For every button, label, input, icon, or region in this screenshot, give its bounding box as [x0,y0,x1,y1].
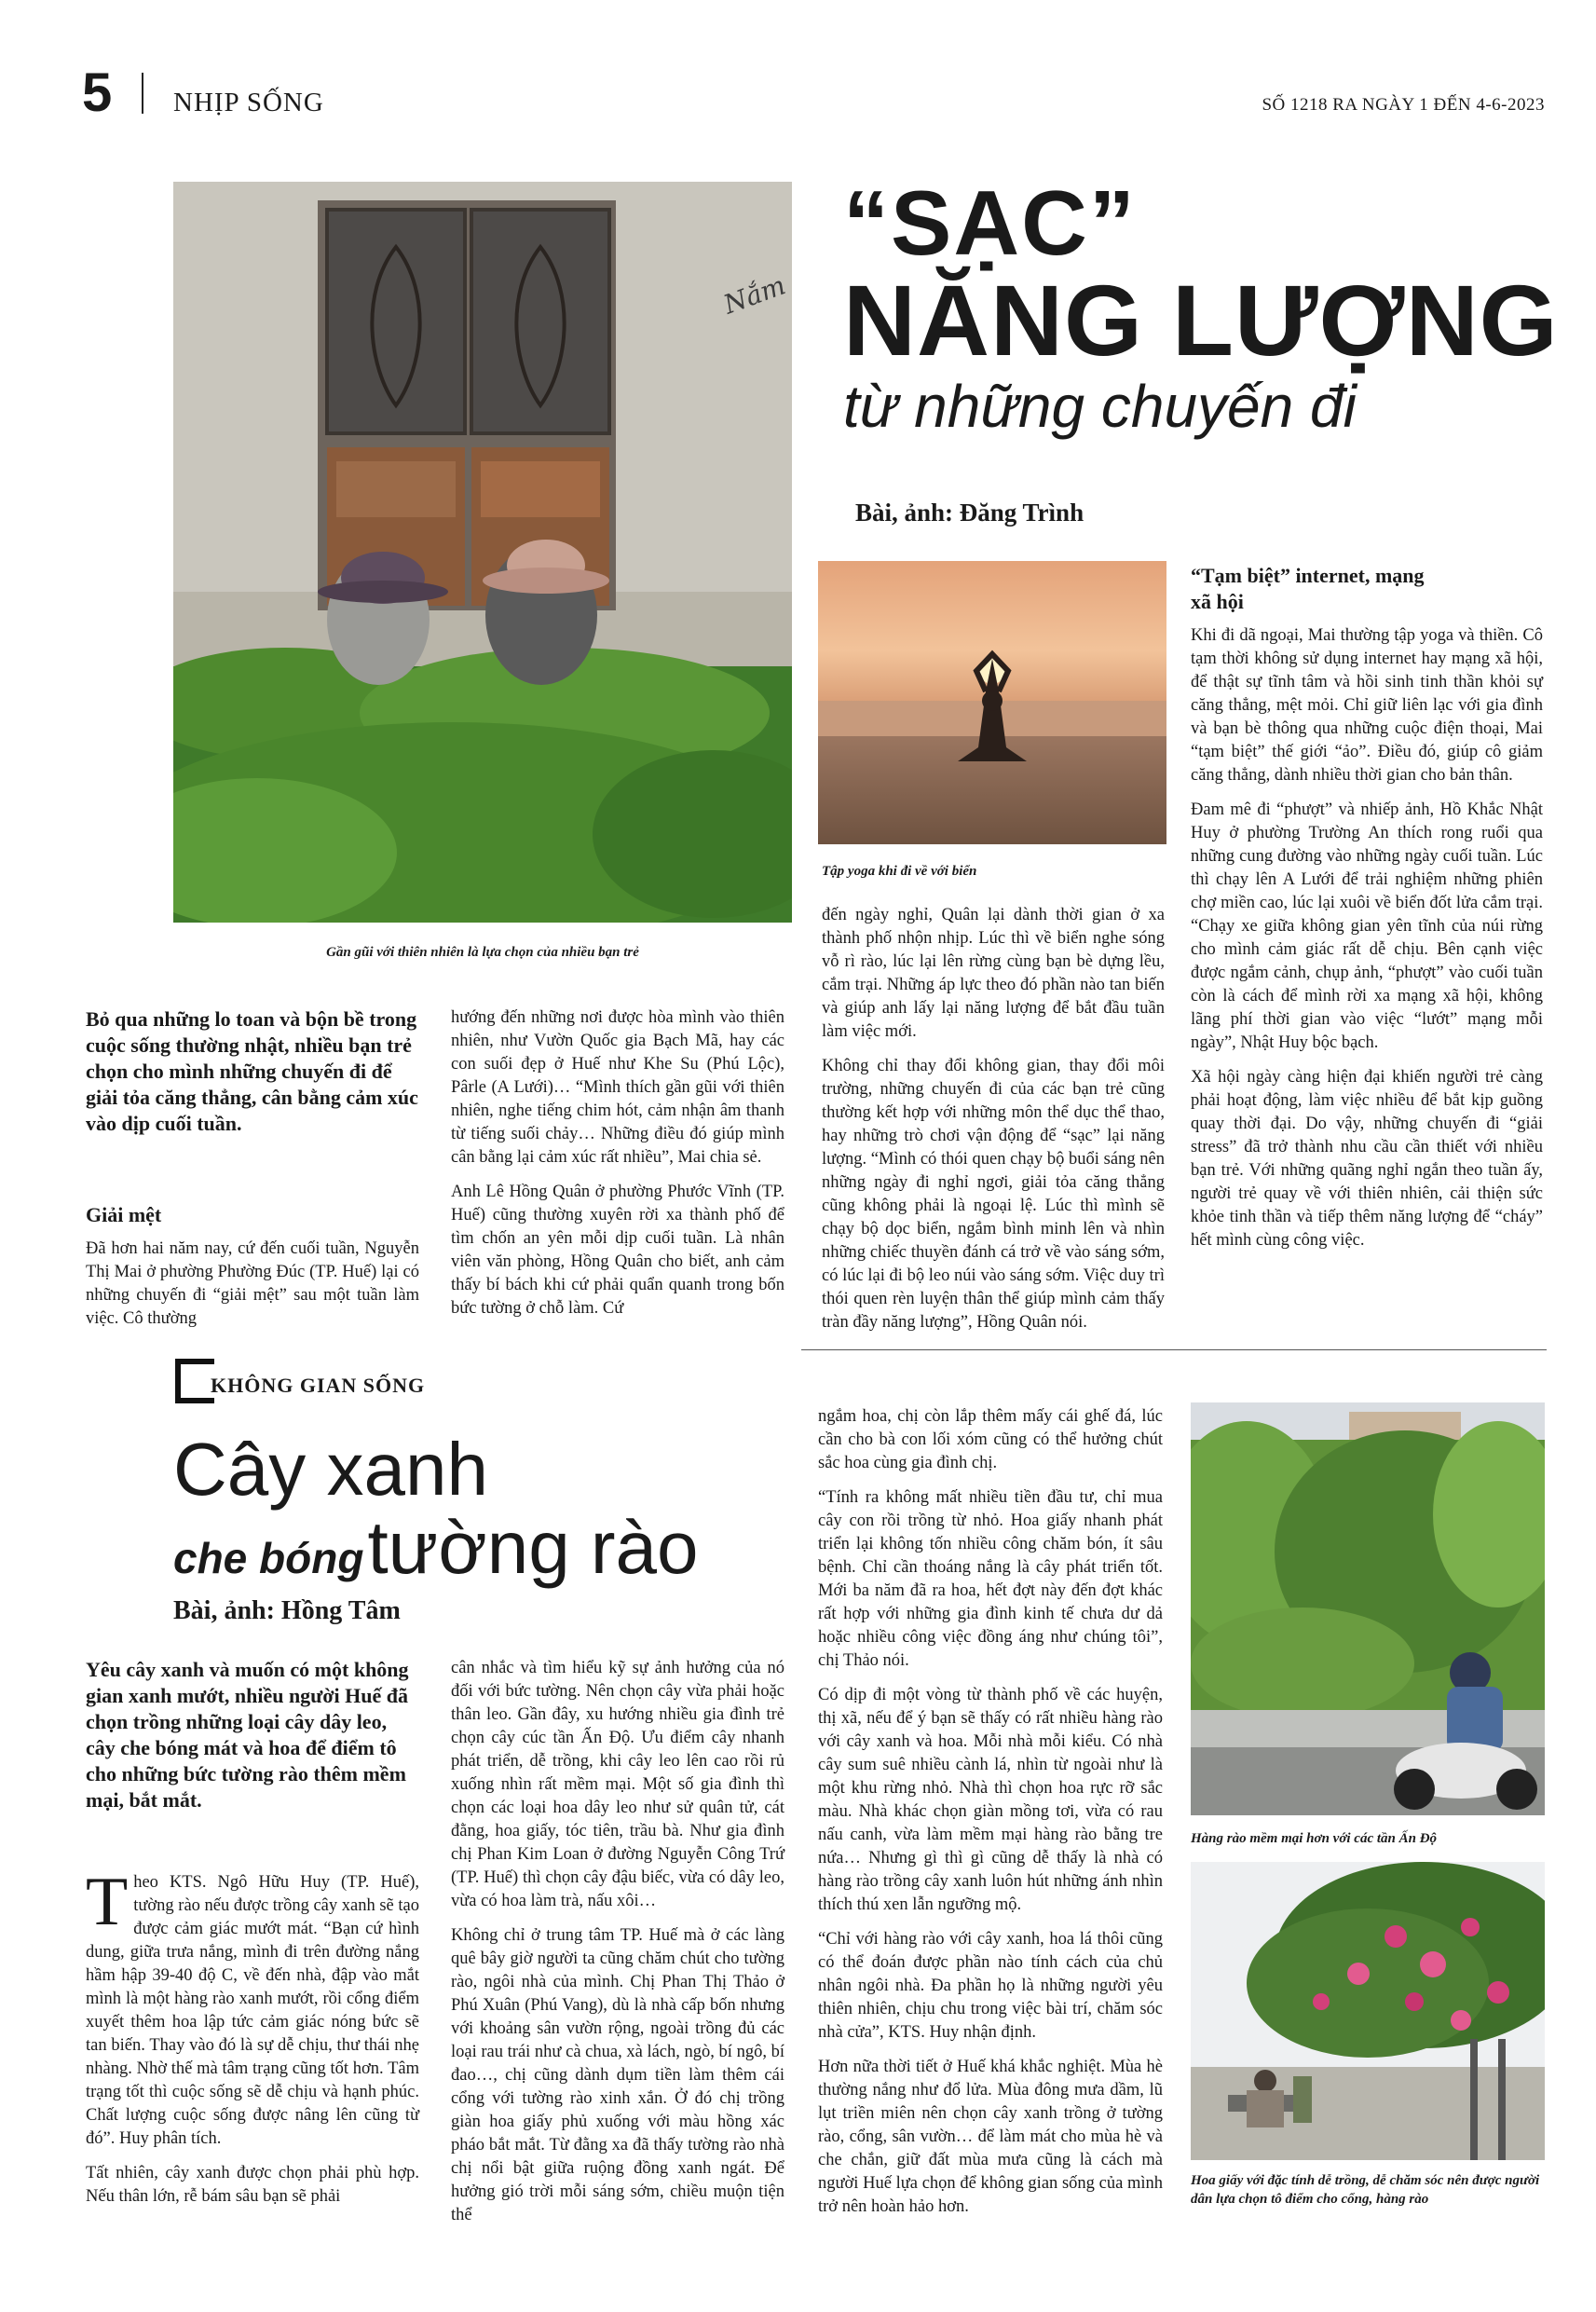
article-title [843,171,1570,440]
article1-column-2 [451,1006,784,1332]
title-line-1: “SẠC” [843,171,1137,274]
photo-caption-bougainvillea: Hoa giấy với đặc tính dễ trồng, dễ chăm sóc nên được người dân lựa chọn tô điểm cho cổng, hàng rào [1191,2173,1540,2207]
title-line-2 [173,1506,844,1608]
article2-column-3 [818,1405,1163,2230]
article1-column-4 [1191,563,1543,1264]
photo-yoga-beach [818,561,1166,844]
article2-byline: Bài, ảnh: Hồng Tâm [173,1596,401,1625]
article2-column-2 [451,1657,784,2238]
paragraph: Khi đi dã ngoại, Mai thường tập yoga và thiền. Cô tạm thời không sử dụng internet hay mạng xã hội, để thật sự tĩnh tâm và hồi sinh tinh thần khỏi sự căng thẳng, mệt mỏi. Chỉ giữ liên lạc với gia đình và bạn bè thông qua những cuộc điện thoại, Mai “tạm biệt” thế giới “ảo”. Điều đó, giúp cô giảm căng thẳng, dành nhiều thời gian cho bản thân. [1191,626,1543,785]
section-tag-box [175,1359,214,1403]
paragraph: Không chỉ thay đổi không gian, thay đổi môi trường, những chuyến đi của các bạn trẻ cũng thường kết hợp với những môn thể dục thể thao, hay những trò chơi vận động để “sạc” lại năng lượng. “Mình có thói quen chạy bộ buổi sáng nên những ngày đi nghỉ ngơi, giải tỏa căng thẳng cũng không phải là ngoại lệ. Lúc thì mình sẽ chạy bộ dọc biển, ngắm bình minh lên và nhìn những chiếc thuyền đánh cá trở về vào sáng sớm, có lúc lại đi bộ leo núi vào sáng sớm. Việc duy trì thói quen rèn luyện thân thể giúp mình cảm thấy tràn đầy năng lượng”, Hồng Quân nói. [822,1057,1165,1332]
paragraph: Hơn nữa thời tiết ở Huế khá khắc nghiệt. Mùa hè thường nắng như đổ lửa. Mùa đông mưa dầm, lũ lụt triền miên nên chọn cây xanh trồng ở tường rào, cổng, sân vườn… để làm mát cho mùa hè và che chắn, giữ đất mùa mưa cũng là cách mà người Huế lựa chọn để không gian sống của mình trở nên hoàn hảo hơn. [818,2058,1163,2216]
article2-lead: Yêu cây xanh và muốn có một không gian xanh mướt, nhiều người Huế đã chọn trồng những loại cây dây leo, cây che bóng mát và hoa để điểm tô cho những bức tường rào thêm mềm mại, bắt mắt. [86,1658,409,1812]
paragraph-text: heo KTS. Ngô Hữu Huy (TP. Huế), tường rào nếu được trồng cây xanh sẽ tạo được cảm giác mướt mát. “Bạn cứ hình dung, giữa trưa nắng, mình đi trên đường nắng hầm hập 39-40 độ C, về đến nhà, đập vào mắt mình là một hàng rào xanh mướt, rồi cổng điểm xuyết thêm hoa lập tức cảm giác nóng bức sẽ tan biến. Thay vào đó là sự dễ chịu, thư thái nhẹ nhàng. Nhờ thế mà tâm trạng cũng tốt hơn. Tâm trạng tốt thì cuộc sống sẽ dễ chịu và hạnh phúc. Chất lượng cuộc sống được nâng lên cũng từ đó”. Huy phân tích. [86,1873,419,2148]
dropcap: T [86,1864,129,1940]
paragraph: Xã hội ngày càng hiện đại khiến người trẻ càng phải hoạt động, làm việc nhiều để bắt kịp guồng quay thời đại. Do vậy, những chuyến đi “giải stress” đã trở thành nhu cầu cần thiết với nhiều bạn trẻ. Với những quãng nghỉ ngắn theo tuần ấy, người trẻ quay về với thiên nhiên, cải thiện sức khỏe tinh thần và tiếp thêm năng lượng để “cháy” hết mình cùng công việc. [1191,1068,1543,1250]
paragraph: ngắm hoa, chị còn lắp thêm mấy cái ghế đá, lúc cần cho bà con lối xóm cũng có thể hưởng chút sắc hoa cùng gia đình chị. [818,1407,1163,1472]
photo-hedge-motorbike [1191,1402,1545,1815]
paragraph: Đam mê đi “phượt” và nhiếp ảnh, Hồ Khắc Nhật Huy ở phường Trường An thích rong ruổi qua những cung đường vào những ngày cuối tuần. Lúc thì chạy lên A Lưới để trải nghiệm những phiên chợ miền cao, lúc lại xuôi về biển đốt lửa cắm trại. “Chạy xe giữa không gian yên tĩnh của núi rừng cho mình cảm giác rất dễ chịu. Bên cạnh việc được ngắm cảnh, chụp ảnh, “phượt” vào cuối tuần còn là cách để mình rời xa mạng xã hội, không lãng phí thời gian vào việc “lướt” mạng mỗi ngày”, Nhật Huy bộc bạch. [1191,800,1543,1052]
title-line-3: từ những chuyến đi [843,373,1357,440]
wall-graffiti-signature: Nắm [719,269,790,321]
subhead-giai-met: Giải mệt [86,1203,162,1226]
article1-column-3 [822,904,1165,1346]
issue-info: SỐ 1218 RA NGÀY 1 ĐẾN 4-6-2023 [1262,95,1545,115]
photo-caption-yoga: Tập yoga khi đi về với biển [822,864,977,879]
paragraph: đến ngày nghỉ, Quân lại dành thời gian ở xa thành phố nhộn nhịp. Lúc thì về biển nghe sóng vỗ rì rào, lúc lại lên rừng cùng bạn bè dựng lều, cắm trại. Những áp lực theo đó phần nào tan biến và giúp anh lấy lại năng lượng để bắt đầu tuần làm việc mới. [822,906,1165,1041]
page-header [0,56,1596,123]
article-lead: Bỏ qua những lo toan và bộn bề trong cuộc sống thường nhật, nhiều bạn trẻ chọn cho mình những chuyến đi để giải tỏa căng thẳng, cân bằng cảm xúc vào dịp cuối tuần. [86,1007,418,1135]
article-byline: Bài, ảnh: Đăng Trình [855,499,1084,527]
photo-caption-gardening: Gần gũi với thiên nhiên là lựa chọn của nhiều bạn trẻ [326,945,639,960]
section-name: NHỊP SỐNG [173,88,324,117]
article1-column-1 [86,1202,419,1342]
paragraph: Không chỉ ở trung tâm TP. Huế mà ở các làng quê bây giờ người ta cũng chăm chút cho tường rào, ngôi nhà của mình. Chị Phan Thị Thảo ở Phú Xuân (Phú Vang), dù là nhà cấp bốn nhưng với khoảng sân vườn rộng, ngoài trồng đủ các loại rau trái như cà chua, xà lách, ngò, bí ngô, bí đao…, chị cũng dành dụm tiền làm thêm cái cổng với tường rào xinh xắn. Ở đó chị trồng giàn hoa giấy phủ xuống với màu hồng xác pháo bắt mắt. Từ đằng xa đã thấy tường rào nhà chị nổi bật giữa ruộng đồng xanh ngát. Để hưởng gió trời mỗi sáng sớm, chiều muộn tiện thể [451,1926,784,2224]
title-line-2: NĂNG LƯỢNG [843,264,1559,376]
title-line-1: Cây xanh [173,1428,488,1511]
paragraph: Anh Lê Hồng Quân ở phường Phước Vĩnh (TP. Huế) cũng thường xuyên rời xa thành phố để tìm chốn an yên mỗi dịp cuối tuần. Là nhân viên văn phòng, Hồng Quân cho biết, anh cảm thấy bí bách khi cứ phải quẩn quanh trong bốn bức tường ở chỗ làm. Cứ [451,1183,784,1318]
paragraph: Đã hơn hai năm nay, cứ đến cuối tuần, Nguyễn Thị Mai ở phường Phường Đúc (TP. Huế) lại có những chuyến đi “giải mệt” sau một tuần làm việc. Cô thường [86,1239,419,1328]
photo-caption-hedge: Hàng rào mềm mại hơn với các tần Ấn Độ [1191,1831,1438,1846]
article2-column-1 [86,1864,419,2220]
paragraph: “Chỉ với hàng rào với cây xanh, hoa lá thôi cũng có thể đoán được phần nào tính cách của chủ nhân ngôi nhà. Đa phần họ là những người yêu thiên nhiên, chịu chu trong việc bài trí, chăm sóc nhà cửa”, KTS. Huy nhận định. [818,1930,1163,2042]
page-number: 5 [82,62,113,123]
paragraph: cân nhắc và tìm hiểu kỹ sự ảnh hưởng của nó đối với bức tường. Nên chọn cây vừa phải hoặc thân leo. Gần đây, xu hướng nhiều gia đình trẻ chọn cây cúc tần Ấn Độ. Ưu điểm cây nhanh phát triển, dễ trồng, khi cây leo lên cao rồi rủ xuống nhìn rất mềm mại. Một số gia đình thì chọn các loại hoa dây leo như sử quân tử, cát đằng, hoa giấy, tóc tiên, trầu bà. Như gia đình chị Phan Kim Loan ở đường Nguyễn Công Trứ (TP. Huế) thì chọn cây đậu biếc, vừa có dây leo, vừa có hoa làm trà, nấu xôi… [451,1659,784,1910]
article2-title [173,1430,844,1608]
header-divider [142,73,143,114]
title-tuong-rao: tường rào [367,1506,699,1589]
article-separator [801,1349,1547,1350]
paragraph: Có dịp đi một vòng từ thành phố về các huyện, thị xã, nếu để ý bạn sẽ thấy có rất nhiều hàng rào với cây xanh và hoa. Mỗi nhà mỗi kiểu. Có nhà cây sum suê nhiều cành lá, nhìn từ ngoài như là một khu rừng nhỏ. Nhà thì chọn hoa rực rỡ sắc màu. Nhà khác chọn giàn mồng tơi, vừa có rau nấu canh, vừa làm mềm mại hàng rào bằng tre nứa… Nhưng gì thì gì cũng dễ thấy là nhà có hàng rào trồng cây xanh luôn hút những ánh nhìn thích thú xen lẫn ngưỡng mộ. [818,1686,1163,1914]
photo-bougainvillea-gate [1191,1862,1545,2160]
paragraph: hướng đến những nơi được hòa mình vào thiên nhiên, như Vườn Quốc gia Bạch Mã, hay các con suối đẹp ở Huế như Khe Su (Phú Lộc), Pârle (A Lưới)… “Mình thích gần gũi với thiên nhiên, nghe tiếng chim hót, cảm nhận âm thanh từ tiếng suối chảy… Những điều đó giúp mình cân bằng lại cảm xúc rất nhiều”, Mai chia sẻ. [451,1008,784,1167]
photo-two-women-gardening [173,182,792,923]
section-tag: KHÔNG GIAN SỐNG [211,1374,426,1397]
paragraph: “Tính ra không mất nhiều tiền đầu tư, chỉ mua cây con rồi trồng từ nhỏ. Hoa giấy nhanh phát triển lại không tốn nhiều công chăm bón, ít sâu bệnh. Chỉ cần thoáng nắng là cây phát triển tốt. Mới ba năm đã ra hoa, hết đợt này đến đợt khác rất hợp với những gia đình kinh tế chưa dư dả hoặc nhiều công việc đồng áng như chúng tôi”, chị Thảo nói. [818,1488,1163,1670]
paragraph: Tất nhiên, cây xanh được chọn phải phù hợp. Nếu thân lớn, rễ bám sâu bạn sẽ phải [86,2164,419,2206]
subhead-tam-biet-internet: “Tạm biệt” internet, mạng xã hội [1191,564,1425,613]
paragraph-with-dropcap [86,1864,419,2151]
title-che-bong: che bóng [173,1534,364,1582]
